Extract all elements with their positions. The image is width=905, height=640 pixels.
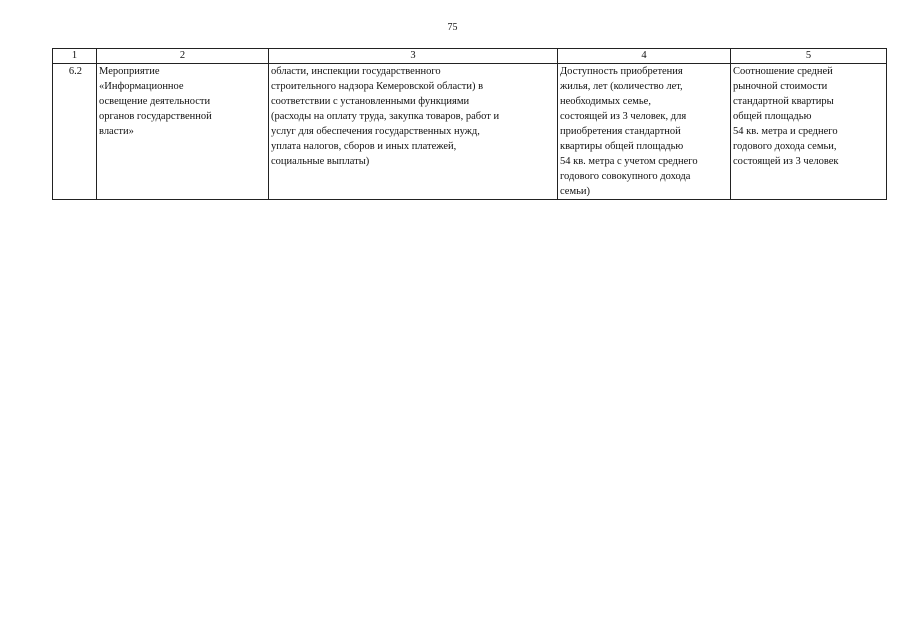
header-cell-5: 5 [731,49,887,64]
table-header-row [53,49,887,64]
indicator-cell: Доступность приобретения жилья, лет (количество лет, необходимых семье, состоящей из 3 человек, для приобретения стандартной квартиры общей площадью 54 кв. метра с учетом среднего годового совокупного дохода семьи) [558,64,731,200]
table-row [53,64,887,200]
indicators-table [52,48,887,200]
event-name-cell: Мероприятие «Информационное освещение деятельности органов государственной власти» [97,64,269,200]
indicator-ratio-cell: Соотношение средней рыночной стоимости стандартной квартиры общей площадью 54 кв. метра и среднего годового дохода семьи, состоящей из 3 человек [731,64,887,200]
header-cell-3: 3 [269,49,558,64]
row-number-cell: 6.2 [53,64,97,200]
header-cell-1: 1 [53,49,97,64]
page-number: 75 [447,22,458,33]
header-cell-2: 2 [97,49,269,64]
description-cell: области, инспекции государственного строительного надзора Кемеровской области) в соответствии с установленными функциями (расходы на оплату труда, закупка товаров, работ и услуг для обеспечения государственных нужд, уплата налогов, сборов и иных платежей, социальные выплаты) [269,64,558,200]
header-cell-4: 4 [558,49,731,64]
